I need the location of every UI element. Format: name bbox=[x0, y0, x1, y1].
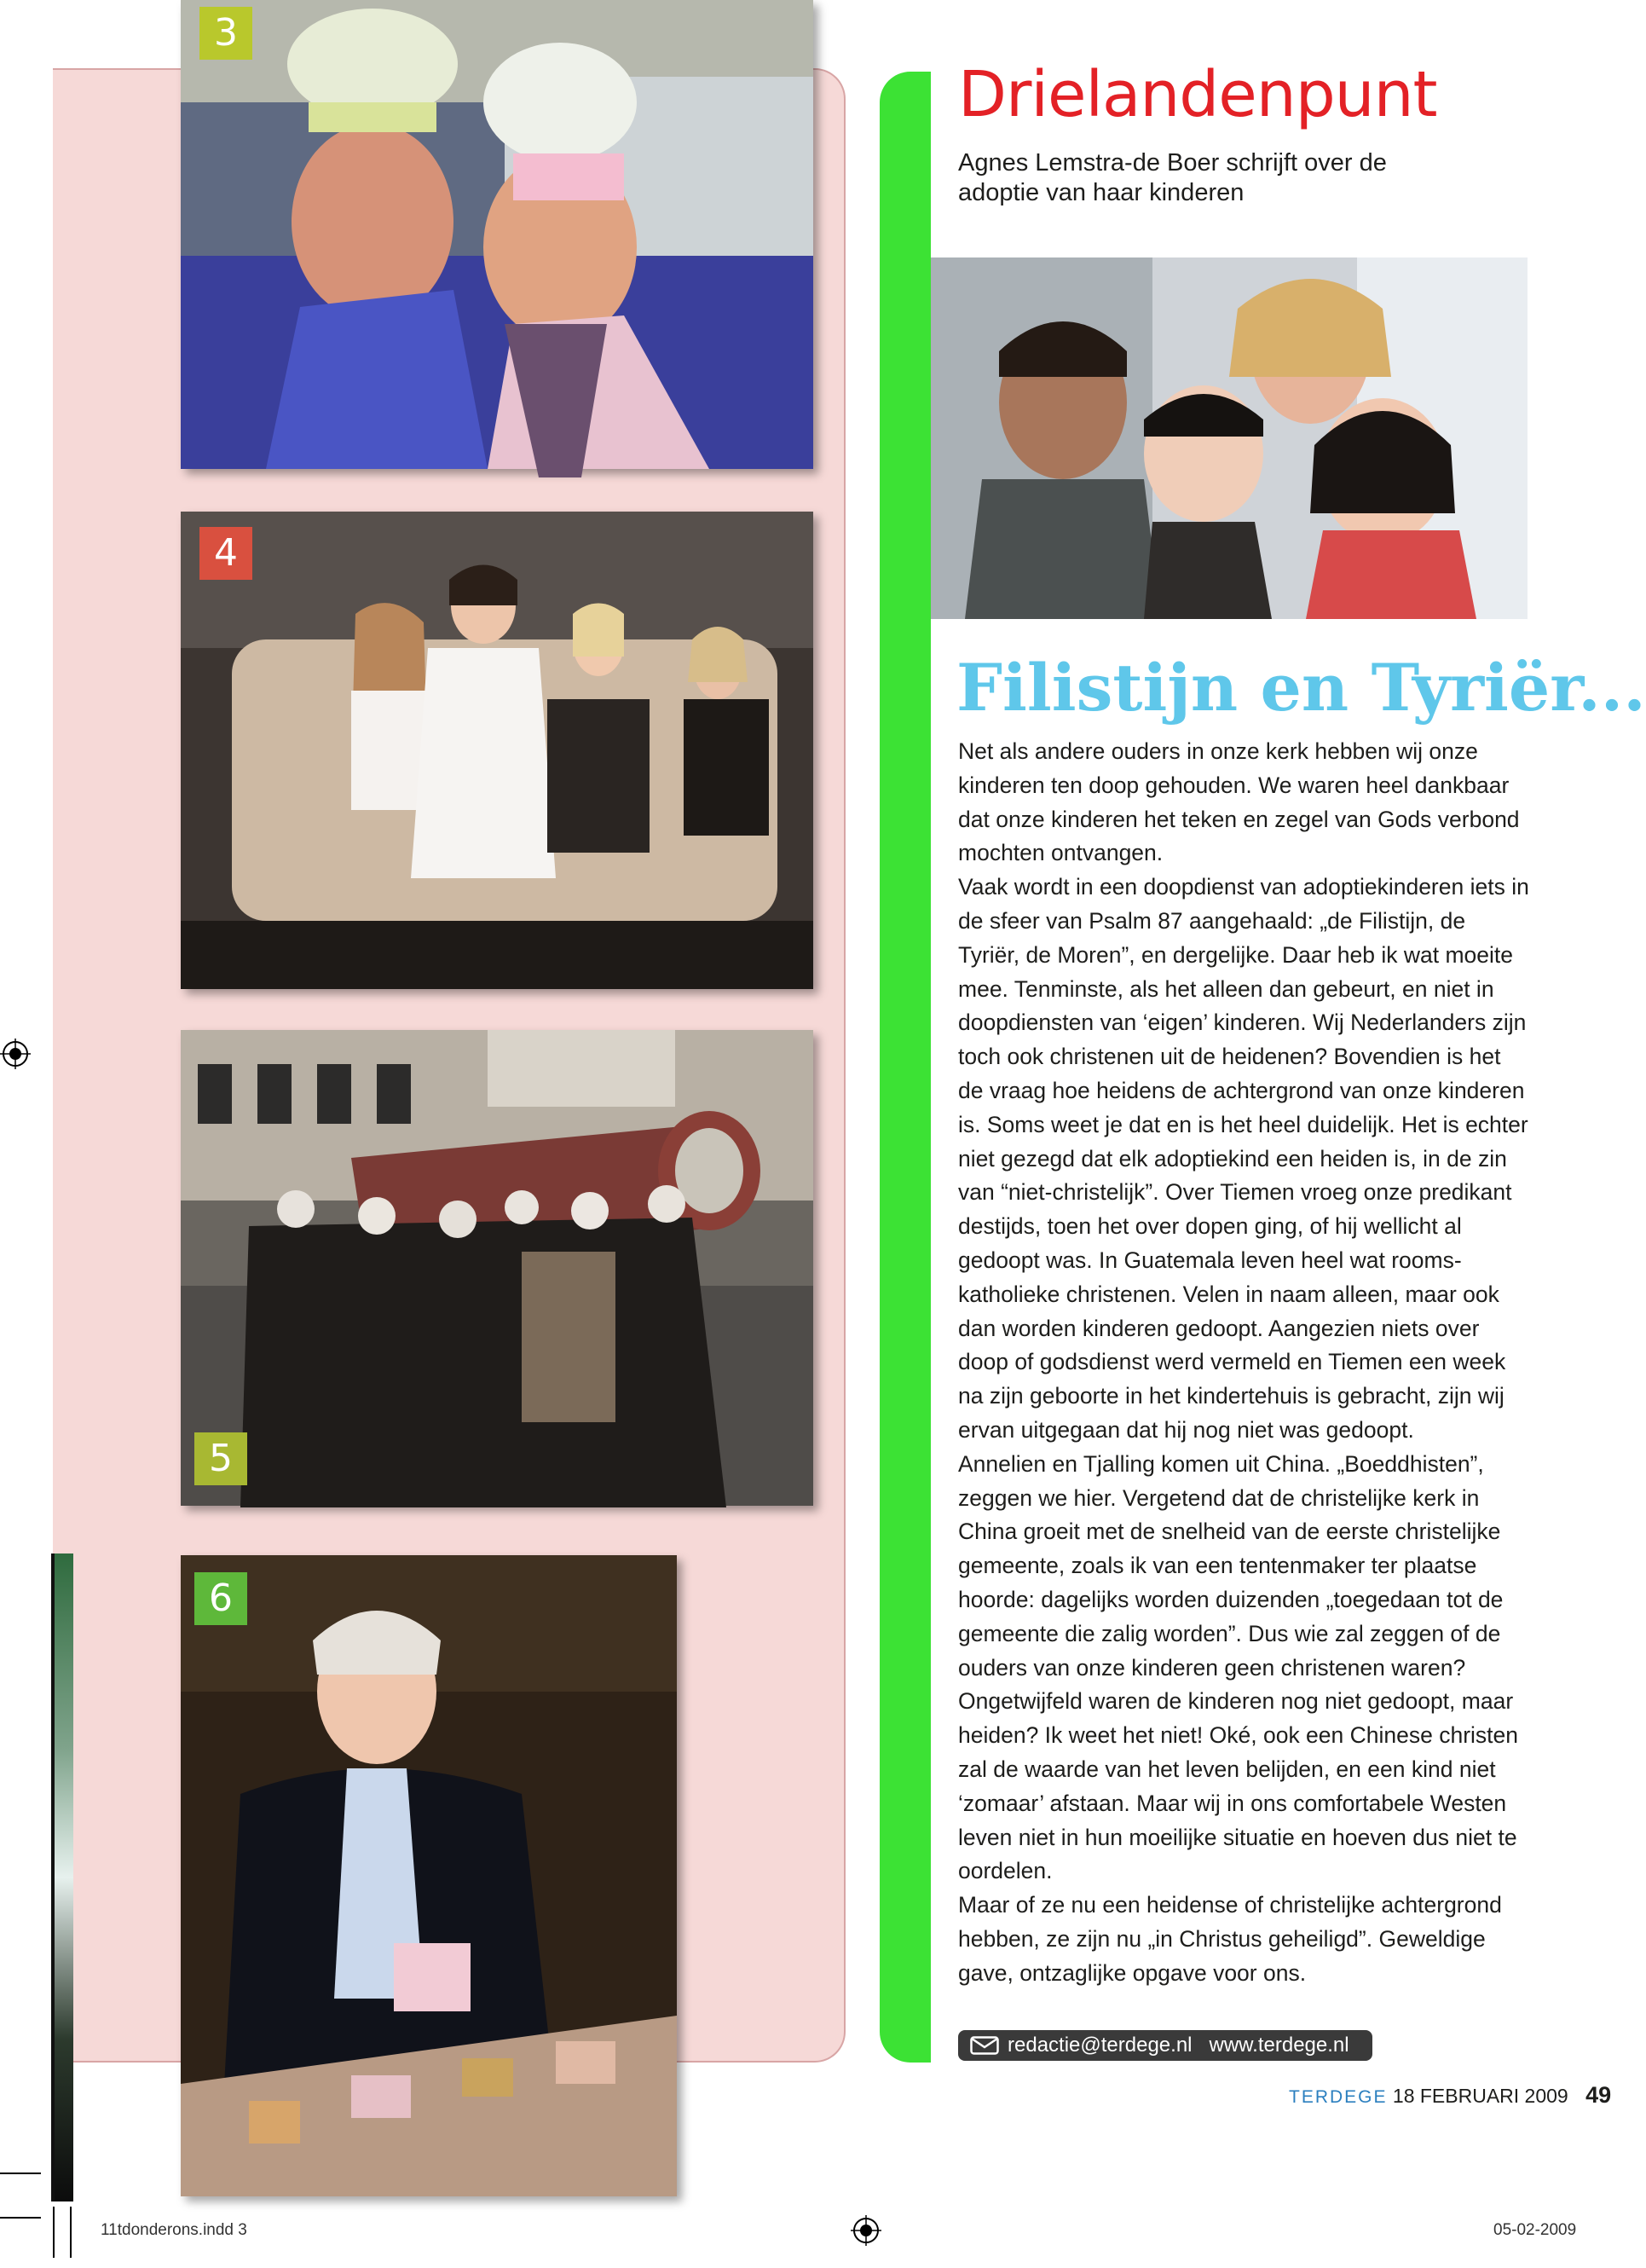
column-heading: Drielandenpunt bbox=[958, 58, 1437, 131]
photo-number: 4 bbox=[214, 531, 238, 575]
article-title: Filistijn en Tyriër... bbox=[956, 650, 1646, 726]
envelope-icon bbox=[970, 2036, 999, 2055]
article-paragraph: Maar of ze nu een heidense of christelijke achtergrond hebben, ze zijn nu „in Christus geheiligd”. Geweldige gave, ontzaglijke opgave voor ons. bbox=[958, 1892, 1502, 1986]
magazine-name: TERDEGE bbox=[1289, 2087, 1388, 2107]
photo-number: 6 bbox=[209, 1577, 233, 1620]
crop-mark bbox=[70, 2207, 72, 2258]
photo-women-with-chef-hats bbox=[181, 0, 813, 469]
article-body bbox=[958, 735, 1529, 1990]
crop-mark bbox=[0, 2217, 41, 2219]
photo-number: 3 bbox=[214, 11, 238, 55]
photo-mother-with-adopted-children bbox=[931, 257, 1528, 619]
photo-elderly-women-by-cannon bbox=[181, 1030, 813, 1506]
registration-mark-icon bbox=[851, 2215, 881, 2246]
page-number: 49 bbox=[1585, 2082, 1612, 2108]
contact-bar bbox=[958, 2030, 1372, 2061]
crop-mark bbox=[0, 2173, 41, 2174]
adjacent-page-photo-edge bbox=[53, 1553, 73, 2201]
column-accent-bar bbox=[880, 72, 931, 2063]
registration-mark-icon bbox=[0, 1039, 31, 1069]
byline: Agnes Lemstra-de Boer schrijft over de adoptie van haar kinderen bbox=[958, 149, 1387, 206]
issue-date: 18 FEBRUARI 2009 bbox=[1392, 2085, 1568, 2107]
photo-number-badge bbox=[199, 7, 252, 60]
left-margin bbox=[0, 0, 53, 2268]
photo-number-badge bbox=[199, 527, 252, 580]
photo-number-badge bbox=[194, 1572, 247, 1625]
contact-email-link[interactable]: redactie@terdege.nl bbox=[1008, 2034, 1193, 2057]
crop-mark bbox=[53, 2207, 55, 2258]
article-paragraph: Annelien en Tjalling komen uit China. „Boeddhisten”, zeggen we hier. Vergetend dat de christelijke kerk in China groeit met de snelheid van de eerste christelijke gemeente, zoals ik van een tentenmaker ter plaatse hoorde: dagelijks worden duizenden „toegedaan tot de gemeente die zalig worden”. Dus wie zal zeggen of de ouders van onze kinderen geen christenen waren? Ongetwijfeld waren de kinderen nog niet gedoopt, maar heiden? Ik weet het niet! Oké, ook een Chinese christen zal de waarde van het leven belijden, en een kind niet ‘zomaar’ afstaan. Maar wij in ons comfortabele Westen leven niet in hun moeilijke situatie en hoeven dus niet te oordelen. bbox=[958, 1450, 1519, 1884]
article-paragraph: Vaak wordt in een doopdienst van adoptiekinderen iets in de sfeer van Psalm 87 aangehaald: „de Filistijn, de Tyriër, de Moren”, en dergelijke. Daar heb ik wat moeite mee. Tenminste, als het alleen dan gebeurt, en niet in doopdiensten van ‘eigen’ kinderen. Wij Nederlanders zijn toch ook christenen uit de heidenen? Bovendien is het de vraag hoe heidens de achtergrond van onze kinderen is. Soms weet je dat en is het heel duidelijk. Het is echter niet gezegd dat elk adoptiekind een heiden is, in de zin van “niet-christelijk”. Over Tiemen vroeg onze predikant destijds, toen het over dopen ging, of hij wellicht al gedoopt was. In Guatemala leven heel wat rooms-katholieke christenen. Velen in naam alleen, maar ook dan worden kinderen gedoopt. Aangezien niets over doop of godsdienst werd vermeld en Tiemen een week na zijn geboorte in het kindertehuis is gebracht, zijn wij ervan uitgegaan dat hij nog niet was gedoopt. bbox=[958, 874, 1529, 1443]
article-paragraph: Net als andere ouders in onze kerk hebben wij onze kinderen ten doop gehouden. We waren heel dankbaar dat onze kinderen het teken en zegel van Gods verbond mochten ontvangen. bbox=[958, 738, 1520, 866]
photo-elderly-woman-with-cards bbox=[181, 1555, 677, 2196]
photo-nurse-with-baby-and-children bbox=[181, 512, 813, 989]
photo-number-badge bbox=[194, 1432, 247, 1485]
print-slug-date: 05-02-2009 bbox=[1493, 2221, 1577, 2239]
contact-website-link[interactable]: www.terdege.nl bbox=[1209, 2034, 1349, 2057]
print-slug-filename: 11tdonderons.indd 3 bbox=[101, 2221, 247, 2239]
photo-number: 5 bbox=[209, 1437, 233, 1480]
adjacent-page-edge-line bbox=[51, 1553, 55, 2201]
page-footer bbox=[1289, 2082, 1611, 2109]
